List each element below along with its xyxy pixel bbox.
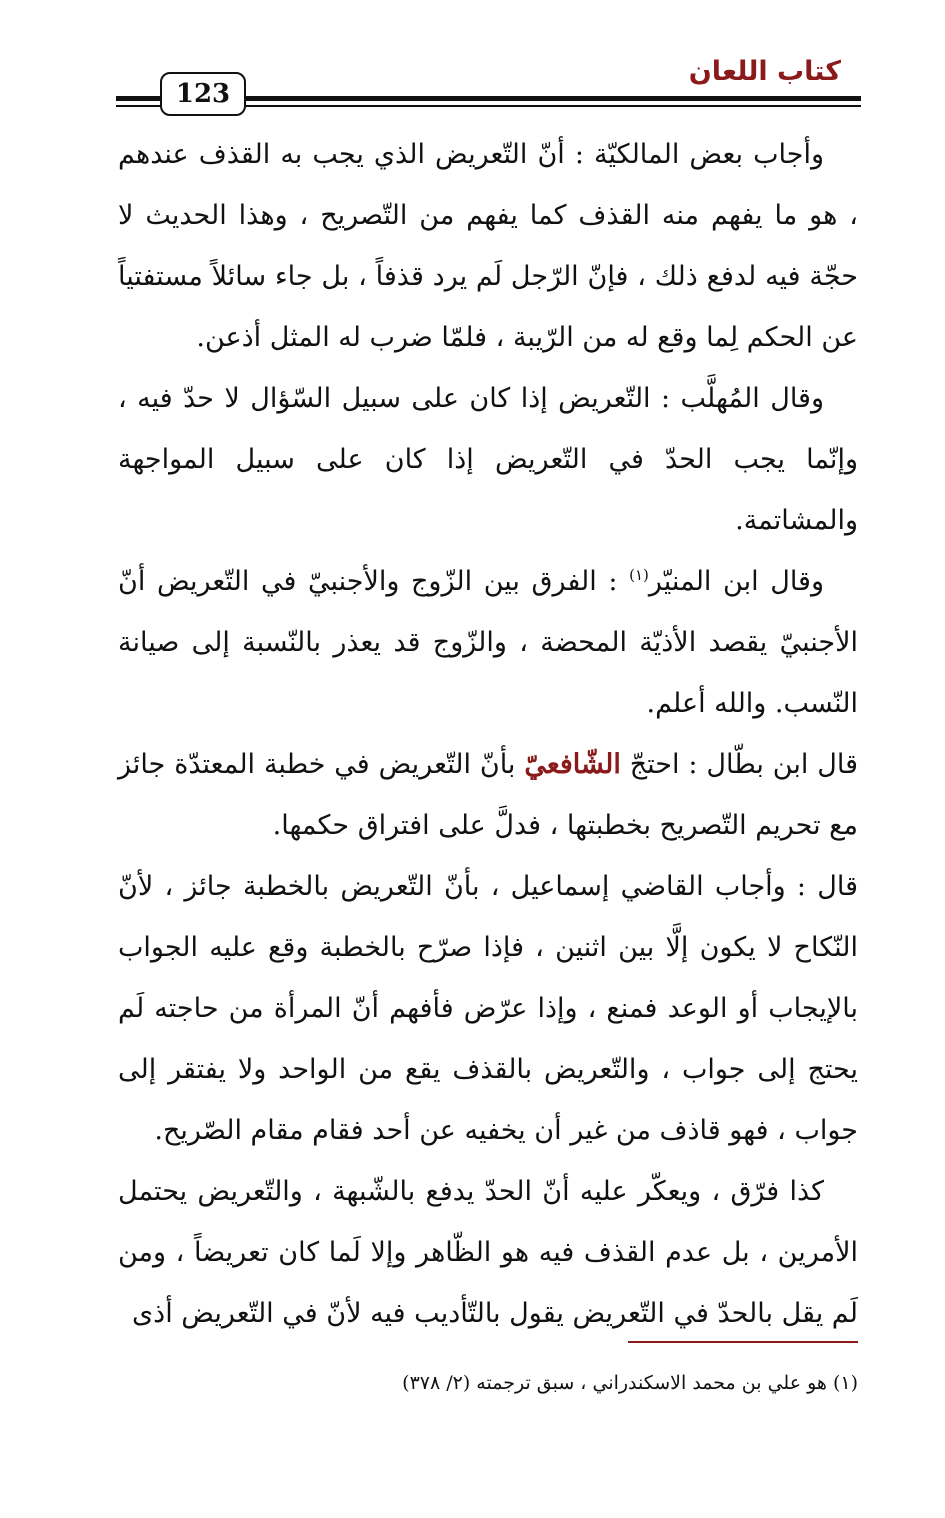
paragraph-5: قال : وأجاب القاضي إسماعيل ، بأنّ التّعريض بالخطبة جائز ، لأنّ النّكاح لا يكون إلَّا بين اثنين ، فإذا صرّح بالخطبة وقع عليه الجواب بالإيجاب أو الوعد فمنع ، وإذا عرّض فأفهم أنّ المرأة من حاجته لَم يحتج إلى جواب ، والتّعريض بالقذف يقع من الواحد ولا يفتقر إلى جواب ، فهو قاذف من غير أن يخفيه عن أحد فقام مقام الصّريح. bbox=[118, 871, 858, 1146]
page-header bbox=[116, 52, 861, 116]
highlighted-name: الشّافعيّ bbox=[524, 749, 621, 780]
paragraph-3 bbox=[118, 551, 858, 734]
footnote: (١) هو علي بن محمد الاسكندراني ، سبق ترجمته (٢/ ٣٧٨) bbox=[402, 1372, 858, 1394]
book-title: كتاب اللعان bbox=[688, 56, 841, 87]
page-number: 123 bbox=[160, 72, 246, 116]
paragraph-4-start: قال ابن بطّال : احتجّ bbox=[620, 749, 858, 780]
footnote-divider bbox=[628, 1341, 858, 1343]
paragraph-4 bbox=[118, 734, 858, 856]
paragraph-6: كذا فرّق ، ويعكّر عليه أنّ الحدّ يدفع بالشّبهة ، والتّعريض يحتمل الأمرين ، بل عدم القذف فيه هو الظّاهر وإلا لَما كان تعريضاً ، ومن لَم يقل بالحدّ في التّعريض يقول بالتّأديب فيه لأنّ في التّعريض أذى bbox=[118, 1176, 858, 1329]
main-text bbox=[118, 124, 858, 1344]
paragraph-1: وأجاب بعض المالكيّة : أنّ التّعريض الذي يجب به القذف عندهم ، هو ما يفهم منه القذف كما يفهم من التّصريح ، وهذا الحديث لا حجّة فيه لدفع ذلك ، فإنّ الرّجل لَم يرد قذفاً ، بل جاء سائلاً مستفتياً عن الحكم لِما وقع له من الرّيبة ، فلمّا ضرب له المثل أذعن. bbox=[118, 139, 858, 353]
paragraph-3-start: وقال ابن المنيّر bbox=[648, 566, 825, 597]
footnote-reference[interactable]: (١) bbox=[629, 566, 649, 584]
paragraph-2: وقال المُهلَّب : التّعريض إذا كان على سبيل السّؤال لا حدّ فيه ، وإنّما يجب الحدّ في التّعريض إذا كان على سبيل المواجهة والمشاتمة. bbox=[118, 383, 858, 536]
paragraph-3-rest: : الفرق بين الزّوج والأجنبيّ في التّعريض أنّ الأجنبيّ يقصد الأذيّة المحضة ، والزّوج قد يعذر بالنّسبة إلى صيانة النّسب. والله أعلم. bbox=[118, 566, 858, 719]
paragraph-4-rest: بأنّ التّعريض في خطبة المعتدّة جائز مع تحريم التّصريح بخطبتها ، فدلَّ على افتراق حكمها. bbox=[118, 749, 858, 841]
